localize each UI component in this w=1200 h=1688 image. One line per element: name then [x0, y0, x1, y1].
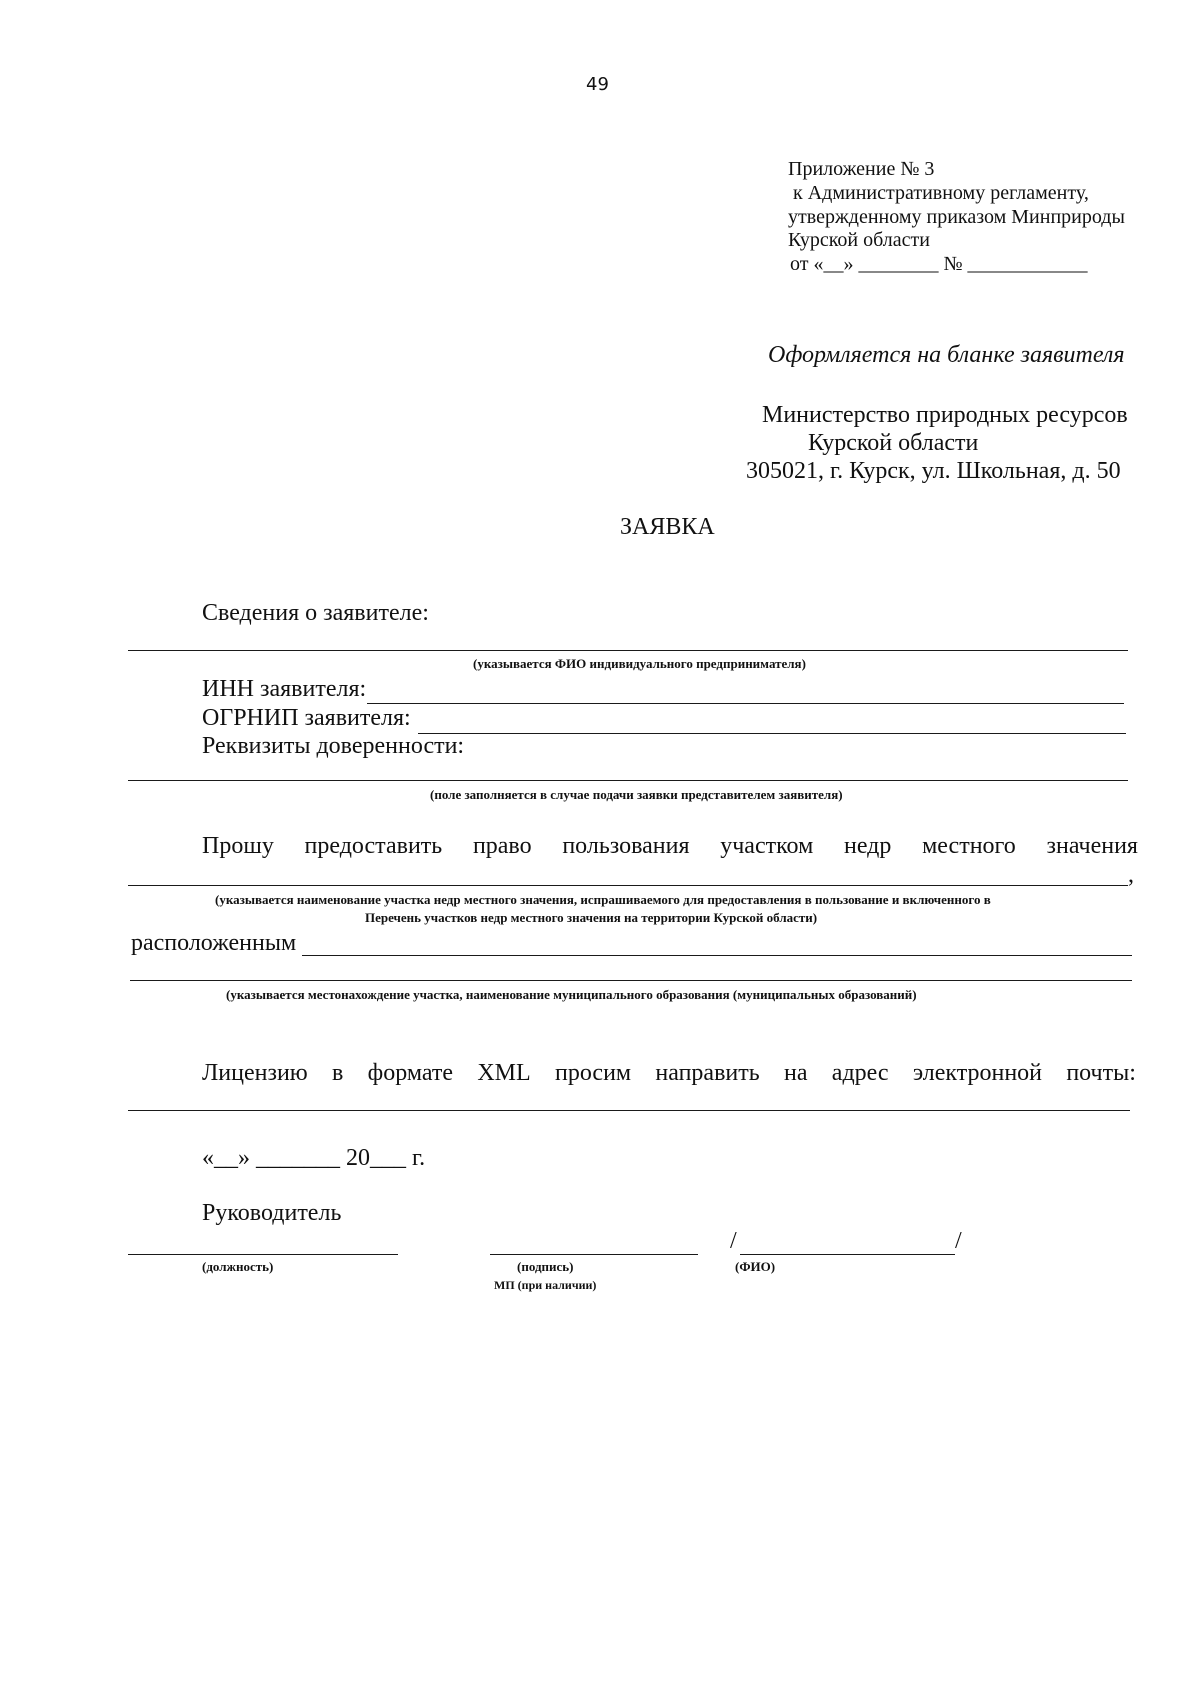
page-number: 49	[586, 74, 609, 95]
proxy-label: Реквизиты доверенности:	[202, 733, 465, 759]
signature-field-line[interactable]	[490, 1254, 698, 1255]
applicant-heading: Сведения о заявителе:	[202, 600, 429, 626]
fio-field-line[interactable]	[128, 650, 1128, 651]
date-field[interactable]: «__» _______ 20___ г.	[202, 1145, 426, 1171]
position-caption: (должность)	[202, 1259, 274, 1274]
proxy-caption: (поле заполняется в случае подачи заявки представителем заявителя)	[430, 787, 843, 802]
request-word-2: предоставить	[304, 833, 443, 859]
inn-field-line[interactable]	[367, 703, 1124, 704]
name-slash-left: /	[730, 1228, 737, 1254]
name-field-line[interactable]	[740, 1254, 955, 1255]
document-title: ЗАЯВКА	[620, 514, 715, 540]
request-word-1: Прошу	[202, 833, 274, 859]
appendix-line-4: Курской области	[788, 229, 930, 251]
license-word-1: Лицензию	[202, 1060, 308, 1086]
recipient-line-1: Министерство природных ресурсов	[762, 402, 1128, 428]
request-word-7: местного	[922, 833, 1016, 859]
head-label: Руководитель	[202, 1200, 342, 1226]
request-word-5: участком	[720, 833, 814, 859]
license-word-5: просим	[554, 1060, 632, 1086]
location-field-line-1[interactable]	[302, 955, 1132, 956]
located-label: расположенным	[131, 930, 297, 956]
proxy-field-line[interactable]	[128, 780, 1128, 781]
appendix-date-line: от «__» ________ № ____________	[790, 253, 1088, 275]
site-name-caption-line-2: Перечень участков недр местного значения на территории Курской области)	[365, 910, 818, 925]
name-slash-right: /	[955, 1228, 962, 1254]
blank-note: Оформляется на бланке заявителя	[768, 342, 1125, 368]
site-name-caption-line-1: (указывается наименование участка недр местного значения, испрашиваемого для предоставления в пользование и включенного в	[215, 892, 991, 907]
license-word-6: направить	[655, 1060, 760, 1086]
location-caption: (указывается местонахождение участка, наименование муниципального образования (муниципальных образований)	[226, 987, 917, 1002]
license-word-3: формате	[367, 1060, 454, 1086]
license-word-9: электронной	[912, 1060, 1043, 1086]
location-field-line-2[interactable]	[130, 980, 1132, 981]
appendix-line-1: Приложение № 3	[788, 158, 935, 180]
license-word-4: XML	[477, 1060, 531, 1086]
appendix-line-3: утвержденному приказом Минприроды	[788, 206, 1125, 228]
appendix-line-2: к Административному регламенту,	[793, 182, 1089, 204]
request-word-3: право	[472, 833, 532, 859]
signature-caption: (подпись)	[517, 1259, 574, 1274]
license-word-2: в	[332, 1060, 344, 1086]
recipient-line-3: 305021, г. Курск, ул. Школьная, д. 50	[746, 458, 1121, 484]
ogrnip-field-line[interactable]	[418, 733, 1126, 734]
stamp-caption: МП (при наличии)	[494, 1278, 597, 1292]
site-name-field-line[interactable]	[128, 885, 1128, 886]
request-word-8: значения	[1046, 833, 1138, 859]
request-word-6: недр	[844, 833, 892, 859]
position-field-line[interactable]	[128, 1254, 398, 1255]
site-name-comma: ,	[1128, 862, 1134, 888]
license-word-8: адрес	[831, 1060, 889, 1086]
ogrnip-label: ОГРНИП заявителя:	[202, 705, 411, 731]
name-caption: (ФИО)	[735, 1259, 776, 1274]
request-word-4: пользования	[562, 833, 690, 859]
inn-label: ИНН заявителя:	[202, 676, 367, 702]
request-line	[202, 833, 1138, 860]
email-field-line[interactable]	[128, 1110, 1130, 1111]
license-word-7: на	[784, 1060, 808, 1086]
fio-caption: (указывается ФИО индивидуального предпринимателя)	[473, 656, 806, 671]
recipient-line-2: Курской области	[808, 430, 979, 456]
license-word-10: почты:	[1066, 1060, 1136, 1086]
license-line	[202, 1060, 1136, 1087]
